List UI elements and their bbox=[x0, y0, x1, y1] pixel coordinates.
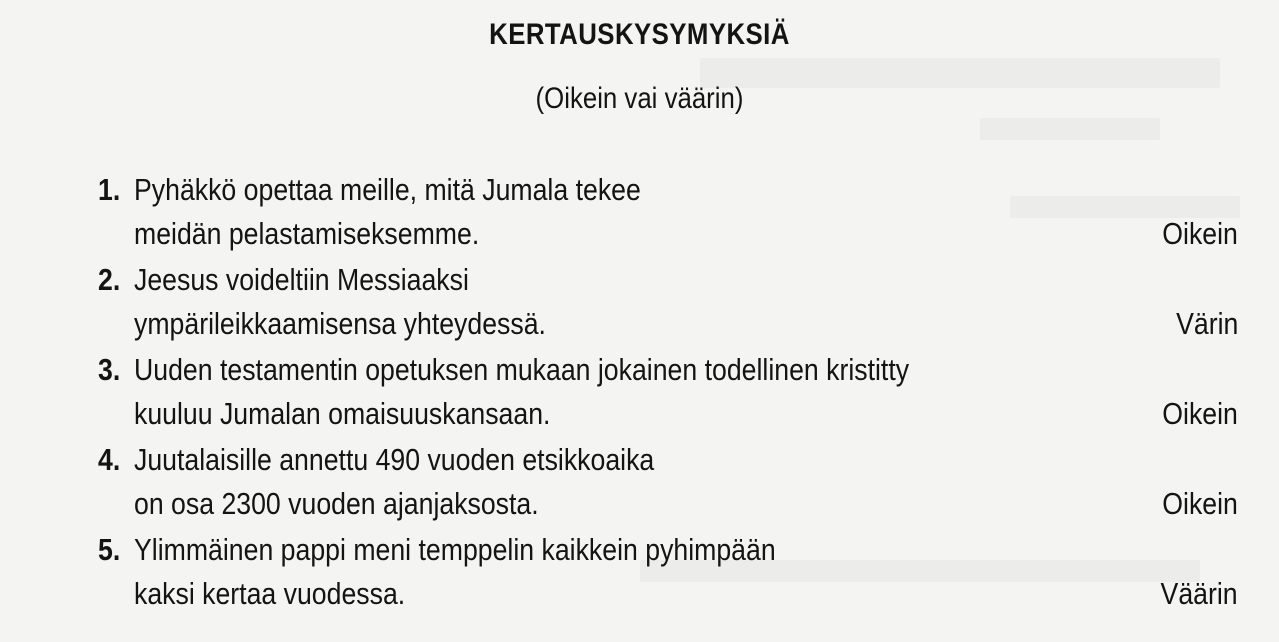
question-text-line-1: Pyhäkkö opettaa meille, mitä Jumala tekee bbox=[134, 172, 641, 207]
question-text-line-2: kuuluu Jumalan omaisuuskansaan. bbox=[134, 396, 551, 431]
question-answer: Oikein bbox=[1162, 396, 1238, 431]
bleed-through-mark bbox=[980, 118, 1160, 140]
question-text-line-1: Ylimmäinen pappi meni temppelin kaikkein pyhimpään bbox=[134, 532, 776, 567]
question-text-line-1: Juutalaisille annettu 490 vuoden etsikkoaika bbox=[134, 442, 655, 477]
question-answer: Väärin bbox=[1160, 576, 1238, 611]
question-text-line-1: Jeesus voideltiin Messiaaksi bbox=[134, 262, 469, 297]
question-3 bbox=[98, 348, 1238, 436]
question-answer: Oikein bbox=[1162, 216, 1238, 251]
question-text-line-2: kaksi kertaa vuodessa. bbox=[134, 576, 406, 611]
question-text-line-2: ympärileikkaamisensa yhteydessä. bbox=[134, 306, 546, 341]
question-text-line-1: Uuden testamentin opetuksen mukaan jokainen todellinen kristitty bbox=[134, 352, 910, 387]
question-number: 5. bbox=[98, 532, 121, 567]
question-text-line-2: meidän pelastamiseksemme. bbox=[134, 216, 480, 251]
question-text-line-2: on osa 2300 vuoden ajanjaksosta. bbox=[134, 486, 539, 521]
page-title: KERTAUSKYSYMYKSIÄ bbox=[489, 18, 790, 51]
question-number: 3. bbox=[98, 352, 121, 387]
question-answer: Oikein bbox=[1162, 486, 1238, 521]
question-1 bbox=[98, 168, 1238, 256]
question-number: 1. bbox=[98, 172, 121, 207]
question-2 bbox=[98, 258, 1238, 346]
question-answer: Värin bbox=[1175, 306, 1238, 341]
question-number: 4. bbox=[98, 442, 121, 477]
question-number: 2. bbox=[98, 262, 121, 297]
question-5 bbox=[98, 528, 1238, 616]
question-4 bbox=[98, 438, 1238, 526]
page-subtitle: (Oikein vai väärin) bbox=[535, 82, 744, 115]
